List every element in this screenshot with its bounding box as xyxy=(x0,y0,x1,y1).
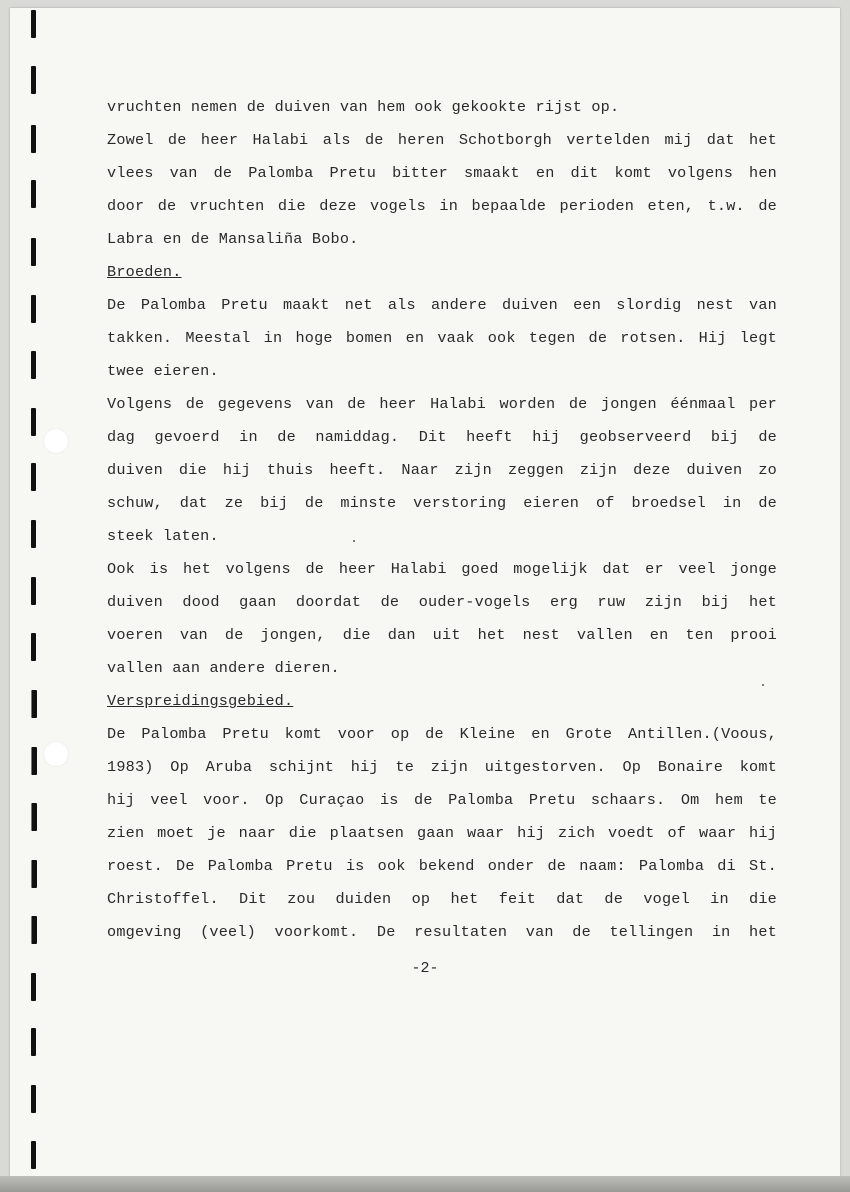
binding-hole-mark xyxy=(31,295,36,323)
binding-hole-mark xyxy=(31,973,36,1001)
binding-hole-mark xyxy=(31,860,37,888)
text-line: schuw, dat ze bij de minste verstoring eieren of broedsel in de xyxy=(107,494,777,512)
punch-hole xyxy=(43,741,69,767)
binding-hole-mark xyxy=(31,1028,36,1056)
text-line: steek laten. xyxy=(107,527,219,545)
binding-hole-mark xyxy=(31,463,36,491)
text-line: De Palomba Pretu maakt net als andere duiven een slordig nest van xyxy=(107,296,777,314)
text-line: door de vruchten die deze vogels in bepaalde perioden eten, t.w. de xyxy=(107,197,777,215)
binding-hole-mark xyxy=(31,408,36,436)
page-number: -2- xyxy=(411,960,439,977)
text-line: Volgens de gegevens van de heer Halabi worden de jongen éénmaal per xyxy=(107,395,777,413)
binding-hole-mark xyxy=(31,747,37,775)
text-line: takken. Meestal in hoge bomen en vaak ook tegen de rotsen. Hij legt xyxy=(107,329,777,347)
text-line: zien moet je naar die plaatsen gaan waar hij zich voedt of waar hij xyxy=(107,824,777,842)
text-line: Christoffel. Dit zou duiden op het feit dat de vogel in die xyxy=(107,890,777,908)
binding-hole-mark xyxy=(31,577,36,605)
text-line: omgeving (veel) voorkomt. De resultaten van de tellingen in het xyxy=(107,923,777,941)
punch-hole xyxy=(43,428,69,454)
text-line: duiven die hij thuis heeft. Naar zijn zeggen zijn deze duiven zo xyxy=(107,461,777,479)
binding-hole-mark xyxy=(31,66,36,94)
text-line: vallen aan andere dieren. xyxy=(107,659,340,677)
text-line: 1983) Op Aruba schijnt hij te zijn uitgestorven. Op Bonaire komt xyxy=(107,758,777,776)
text-line: roest. De Palomba Pretu is ook bekend onder de naam: Palomba di St. xyxy=(107,857,777,875)
text-line: Zowel de heer Halabi als de heren Schotborgh vertelden mij dat het xyxy=(107,131,777,149)
spiral-binding-margin xyxy=(10,8,60,1180)
paper-speck xyxy=(762,684,764,686)
section-heading: Broeden. xyxy=(107,263,182,281)
text-line: vlees van de Palomba Pretu bitter smaakt en dit komt volgens hen xyxy=(107,164,777,182)
document-page xyxy=(10,8,840,1180)
binding-hole-mark xyxy=(31,351,36,379)
text-line: De Palomba Pretu komt voor op de Kleine en Grote Antillen.(Voous, xyxy=(107,725,777,743)
binding-hole-mark xyxy=(31,238,36,266)
binding-hole-mark xyxy=(31,690,37,718)
binding-hole-mark xyxy=(31,803,37,831)
binding-hole-mark xyxy=(31,1141,36,1169)
binding-hole-mark xyxy=(31,633,36,661)
paper-speck xyxy=(353,540,355,542)
text-line: hij veel voor. Op Curaçao is de Palomba Pretu schaars. Om hem te xyxy=(107,791,777,809)
text-line: voeren van de jongen, die dan uit het nest vallen en ten prooi xyxy=(107,626,777,644)
page-bottom-edge xyxy=(0,1176,850,1192)
text-line: duiven dood gaan doordat de ouder-vogels erg ruw zijn bij het xyxy=(107,593,777,611)
binding-hole-mark xyxy=(31,180,36,208)
binding-hole-mark xyxy=(31,916,37,944)
body-text xyxy=(107,91,777,949)
binding-hole-mark xyxy=(31,10,36,38)
text-line: vruchten nemen de duiven van hem ook gekookte rijst op. xyxy=(107,98,620,116)
binding-hole-mark xyxy=(31,1085,36,1113)
text-line: twee eieren. xyxy=(107,362,219,380)
binding-hole-mark xyxy=(31,520,36,548)
text-line: dag gevoerd in de namiddag. Dit heeft hij geobserveerd bij de xyxy=(107,428,777,446)
text-line: Labra en de Mansaliña Bobo. xyxy=(107,230,359,248)
binding-hole-mark xyxy=(31,125,36,153)
text-line: Ook is het volgens de heer Halabi goed mogelijk dat er veel jonge xyxy=(107,560,777,578)
section-heading: Verspreidingsgebied. xyxy=(107,692,294,710)
